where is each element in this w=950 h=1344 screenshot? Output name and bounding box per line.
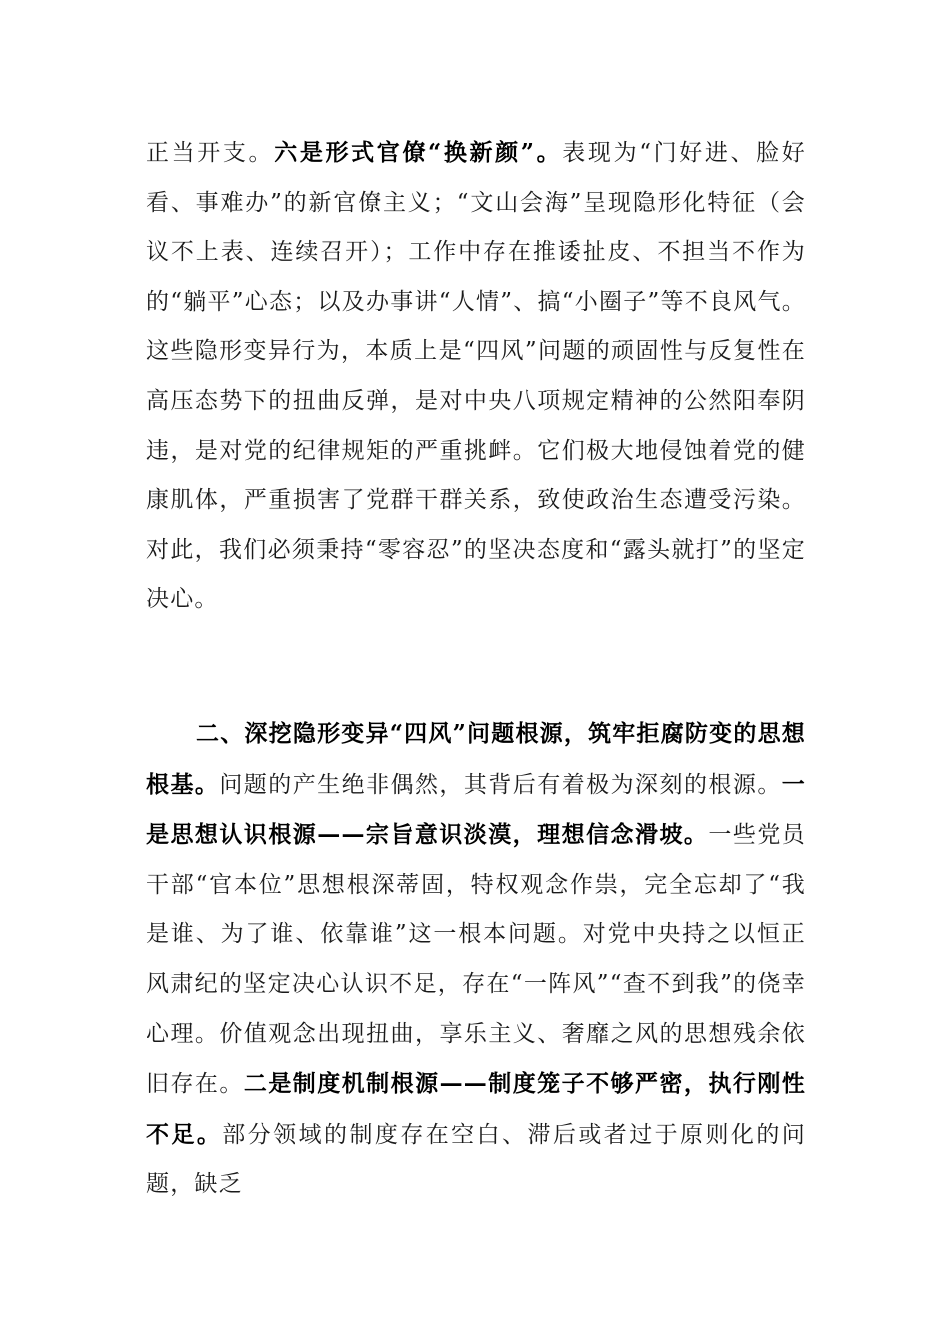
paragraph-2-text-2: 一些党员干部“官本位”思想根深蒂固，特权观念作祟，完全忘却了“我是谁、为了谁、依靠谁”这一根本问题。对党中央持之以恒正风肃纪的坚定决心认识不足，存在“一阵风”“查不到我”的侥幸心理。价值观念出现扭曲，享乐主义、奢靡之风的思想残余依旧存在。	[146, 822, 806, 1098]
paragraph-2-text-1: 问题的产生绝非偶然，其背后有着极为深刻的根源。	[219, 771, 782, 798]
paragraph-2-text-3: 部分领域的制度存在空白、滞后或者过于原则化的问题，缺乏	[146, 1121, 806, 1198]
section-heading: 二、深挖隐形变异“四风”问题根源，筑牢拒腐防变的思想根基。	[146, 720, 806, 798]
paragraph-1-text-2: 表现为“门好进、脸好看、事难办”的新官僚主义；“文山会海”呈现隐形化特征（会议不上表、连续召开）；工作中存在推诿扯皮、不担当不作为的“躺平”心态；以及办事讲“人情”、搞“小圈子”等不良风气。这些隐形变异行为，本质上是“四风”问题的顽固性与反复性在高压态势下的扭曲反弹，是对中央八项规定精神的公然阳奉阴违，是对党的纪律规矩的严重挑衅。它们极大地侵蚀着党的健康肌体，严重损害了党群干群关系，致使政治生态遭受污染。对此，我们必须秉持“零容忍”的坚决态度和“露头就打”的坚定决心。	[146, 140, 806, 613]
paragraph-1-bold-heading: 六是形式官僚“换新颜”。	[274, 139, 563, 166]
point-one-heading: 一是思想认识根源——宗旨意识淡漠，理想信念滑坡。	[146, 770, 806, 849]
paragraph-1-text-1: 正当开支。	[146, 140, 275, 166]
point-two-heading: 二是制度机制根源——制度笼子不够严密，执行刚性不足。	[146, 1070, 806, 1148]
paragraph-2	[146, 709, 806, 1210]
paragraph-1	[146, 128, 806, 625]
